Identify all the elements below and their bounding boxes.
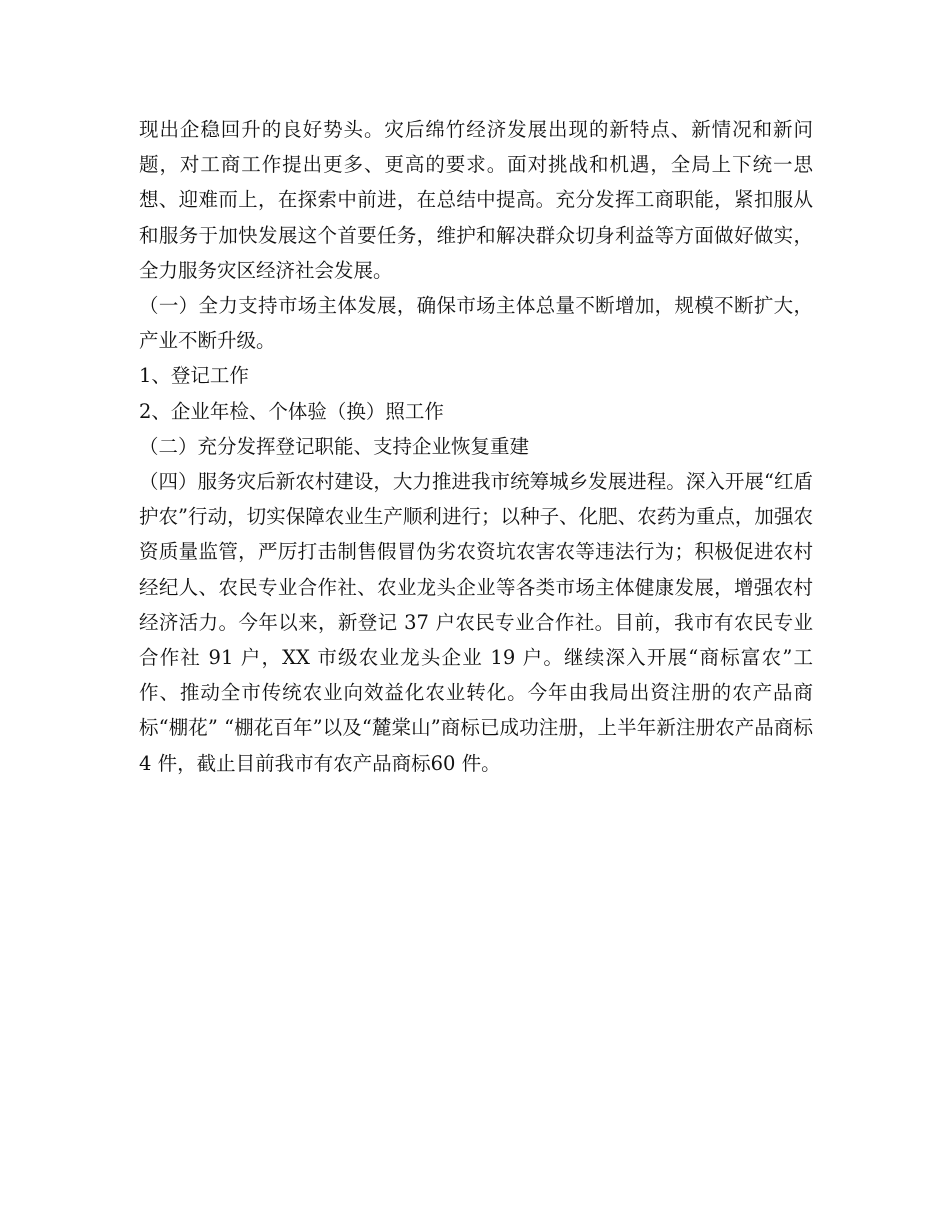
paragraph-item-registration: 1、登记工作 (139, 364, 249, 388)
paragraph-section-4: （四）服务灾后新农村建设，大力推进我市统筹城乡发展进程。深入开展“红盾护农”行动，切实保障农业生产顺利进行；以种子、化肥、农药为重点，加强农资质量监管，严厉打击制售假冒伪劣农资坑农害农等违法行为；积极促进农村经纪人、农民专业合作社、农业龙头企业等各类市场主体健康发展，增强农村经济活力。今年以来，新登记 37 户农民专业合作社。目前，我市有农民专业合作社 91 户，XX 市级农业龙头企业 19 户。继续深入开展“商标富农”工作、推动全市传统农业向效益化农业转化。今年由我局出资注册的农产品商标“棚花” “棚花百年”以及“麓棠山”商标已成功注册，上半年新注册农产品商标 4 件，截止目前我市有农产品商标60 件。 (139, 470, 813, 775)
paragraph-section-2: （二）充分发挥登记职能、支持企业恢复重建 (139, 434, 530, 458)
document-body (139, 112, 813, 781)
paragraph-section-1: （一）全力支持市场主体发展，确保市场主体总量不断增加，规模不断扩大，产业不断升级。 (139, 294, 813, 353)
paragraph-intro: 现出企稳回升的良好势头。灾后绵竹经济发展出现的新特点、新情况和新问题，对工商工作提出更多、更高的要求。面对挑战和机遇，全局上下统一思想、迎难而上，在探索中前进，在总结中提高。充分发挥工商职能，紧扣服从和服务于加快发展这个首要任务，维护和解决群众切身利益等方面做好做实，全力服务灾区经济社会发展。 (139, 118, 813, 282)
paragraph-item-annual-inspection: 2、企业年检、个体验（换）照工作 (139, 399, 444, 423)
